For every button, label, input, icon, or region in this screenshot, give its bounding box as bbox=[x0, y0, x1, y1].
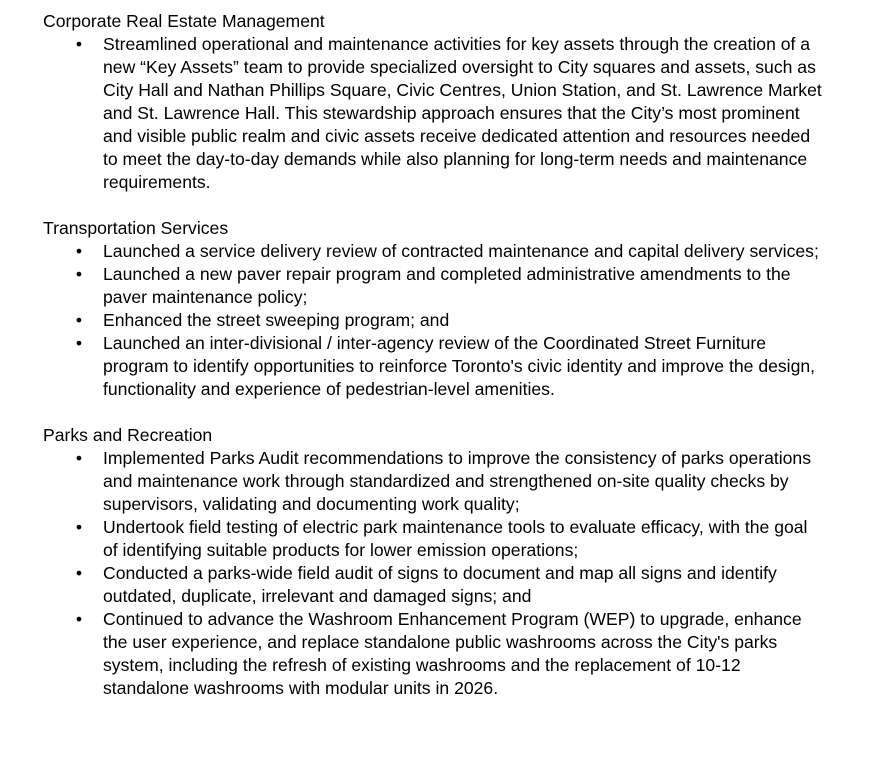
bullet-icon: • bbox=[75, 448, 83, 468]
list-item bbox=[43, 608, 826, 700]
bullet-icon: • bbox=[75, 310, 83, 330]
list-item-text: Implemented Parks Audit recommendations to improve the consistency of parks operations and maintenance work through standardized and strengthened on-site quality checks by supervisors, validating and documenting work quality; bbox=[103, 448, 812, 514]
list-item bbox=[43, 33, 826, 194]
list-item-text: Streamlined operational and maintenance activities for key assets through the creation of a new “Key Assets” team to provide specialized oversight to City squares and assets, such as City Hall and Nathan Phillips Square, Civic Centres, Union Station, and St. Lawrence Market and St. Lawrence Hall. This stewardship approach ensures that the City’s most prominent and visible public realm and civic assets receive dedicated attention and resources needed to meet the day-to-day demands while also planning for long-term needs and maintenance requirements. bbox=[103, 34, 822, 192]
bullet-icon: • bbox=[75, 34, 83, 54]
section-heading: Corporate Real Estate Management bbox=[43, 11, 325, 31]
list-item bbox=[43, 332, 826, 401]
bullet-icon: • bbox=[75, 264, 83, 284]
list-item-text: Launched a new paver repair program and completed administrative amendments to the paver maintenance policy; bbox=[103, 264, 791, 307]
bullet-list bbox=[43, 33, 888, 194]
list-item-text: Launched an inter-divisional / inter-agency review of the Coordinated Street Furniture program to identify opportunities to reinforce Toronto's civic identity and improve the design, functionality and experience of pedestrian-level amenities. bbox=[103, 333, 816, 399]
list-item-text: Undertook field testing of electric park maintenance tools to evaluate efficacy, with the goal of identifying suitable products for lower emission operations; bbox=[103, 517, 808, 560]
bullet-list bbox=[43, 240, 888, 401]
list-item bbox=[43, 516, 826, 562]
list-item-text: Continued to advance the Washroom Enhancement Program (WEP) to upgrade, enhance the user experience, and replace standalone public washrooms across the City's parks system, including the refresh of existing washrooms and the replacement of 10-12 standalone washrooms with modular units in 2026. bbox=[103, 609, 802, 698]
section-transportation-services bbox=[43, 217, 888, 401]
list-item-text: Conducted a parks-wide field audit of signs to document and map all signs and identify outdated, duplicate, irrelevant and damaged signs; and bbox=[103, 563, 777, 606]
section-heading: Parks and Recreation bbox=[43, 425, 213, 445]
section-heading: Transportation Services bbox=[43, 218, 229, 238]
bullet-icon: • bbox=[75, 563, 83, 583]
bullet-icon: • bbox=[75, 517, 83, 537]
section-parks-and-recreation bbox=[43, 424, 888, 700]
bullet-icon: • bbox=[75, 333, 83, 353]
list-item bbox=[43, 447, 826, 516]
section-corporate-real-estate bbox=[43, 10, 888, 194]
list-item bbox=[43, 309, 826, 332]
bullet-icon: • bbox=[75, 241, 83, 261]
bullet-list bbox=[43, 447, 888, 700]
list-item bbox=[43, 562, 826, 608]
list-item-text: Launched a service delivery review of contracted maintenance and capital delivery services; bbox=[103, 241, 819, 261]
list-item bbox=[43, 240, 826, 263]
bullet-icon: • bbox=[75, 609, 83, 629]
list-item-text: Enhanced the street sweeping program; and bbox=[103, 310, 450, 330]
list-item bbox=[43, 263, 826, 309]
